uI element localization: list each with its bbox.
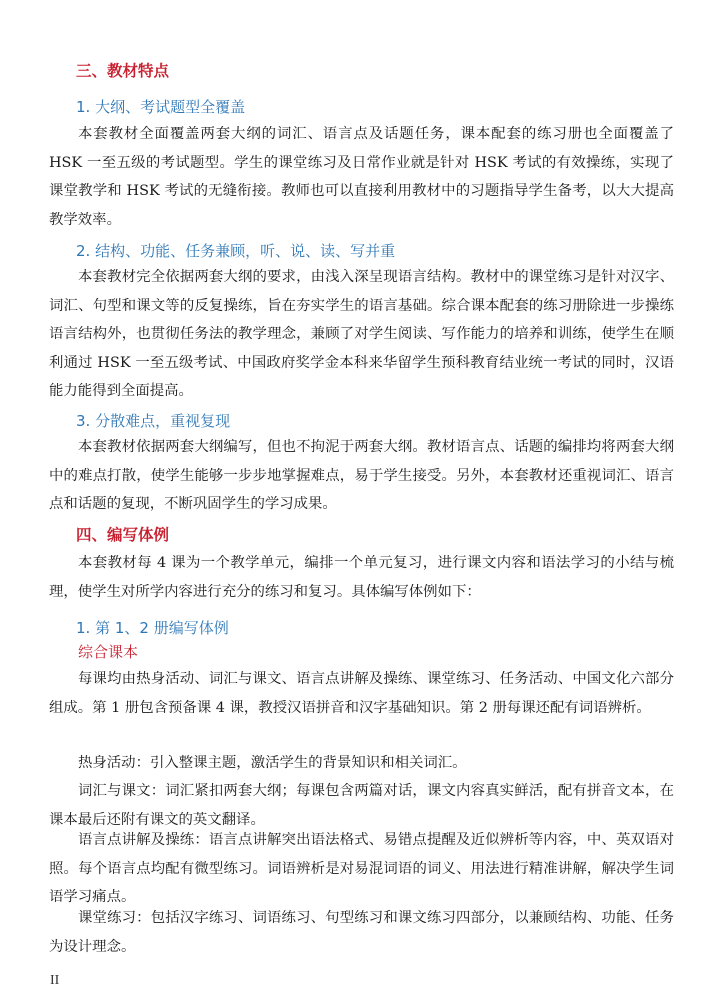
paragraph-warmup: 热身活动：引入整课主题，激活学生的背景知识和相关词汇。 — [78, 755, 467, 771]
paragraph-format-intro: 本套教材每 4 课为一个教学单元，编排一个单元复习，进行课文内容和语法学习的小结与梳理，使学生对所学内容进行充分的练习和复习。具体编写体例如下： — [49, 555, 674, 600]
paragraph-class-exercises: 课堂练习：包括汉字练习、词语练习、句型练习和课文练习四部分，以兼顾结构、功能、任务为设计理念。 — [49, 910, 674, 955]
subheading-comprehensive-textbook: 综合课本 — [78, 643, 139, 661]
subheading-syllabus-coverage: 1. 大纲、考试题型全覆盖 — [76, 98, 246, 116]
paragraph-vocabulary-text: 词汇与课文：词汇紧扣两套大纲；每课包含两篇对话，课文内容真实鲜活，配有拼音文本，在课本最后还附有课文的英文翻译。 — [49, 783, 674, 828]
subheading-books-1-2: 1. 第 1、2 册编写体例 — [76, 619, 229, 637]
paragraph-grammar-points: 语言点讲解及操练：语言点讲解突出语法格式、易错点提醒及近似辨析等内容，中、英双语对照。每个语言点均配有微型练习。词语辨析是对易混词语的词义、用法进行精准讲解，解决学生词语学习痛点。 — [49, 832, 674, 905]
section-heading-format: 四、编写体例 — [76, 526, 170, 544]
page-number: II — [50, 973, 60, 988]
section-heading-features: 三、教材特点 — [76, 62, 170, 80]
paragraph-syllabus-coverage: 本套教材全面覆盖两套大纲的词汇、语言点及话题任务，课本配套的练习册也全面覆盖了 HSK 一至五级的考试题型。学生的课堂练习及日常作业就是针对 HSK 考试的有效操练，实现了课堂教学和 HSK 考试的无缝衔接。教师也可以直接利用教材中的习题指导学生备考，以大大提高教学效率。 — [49, 126, 674, 228]
paragraph-structure-function: 本套教材完全依据两套大纲的要求，由浅入深呈现语言结构。教材中的课堂练习是针对汉字、词汇、句型和课文等的反复操练，旨在夯实学生的语言基础。综合课本配套的练习册除进一步操练语言结构外，也贯彻任务法的教学理念，兼顾了对学生阅读、写作能力的培养和训练，使学生在顺利通过 HSK 一至五级考试、中国政府奖学金本科来华留学生预科教育结业统一考试的同时，汉语能力能得到全面提高。 — [49, 269, 674, 399]
paragraph-lesson-composition: 每课均由热身活动、词汇与课文、语言点讲解及操练、课堂练习、任务活动、中国文化六部分组成。第 1 册包含预备课 4 课，教授汉语拼音和汉字基础知识。第 2 册每课还配有词语辨析。 — [49, 671, 674, 716]
subheading-structure-function: 2. 结构、功能、任务兼顾，听、说、读、写并重 — [76, 242, 396, 260]
subheading-disperse-difficulties: 3. 分散难点，重视复现 — [76, 412, 231, 430]
paragraph-disperse-difficulties: 本套教材依据两套大纲编写，但也不拘泥于两套大纲。教材语言点、话题的编排均将两套大纲中的难点打散，使学生能够一步步地掌握难点，易于学生接受。另外，本套教材还重视词汇、语言点和话题的复现，不断巩固学生的学习成果。 — [49, 439, 674, 512]
